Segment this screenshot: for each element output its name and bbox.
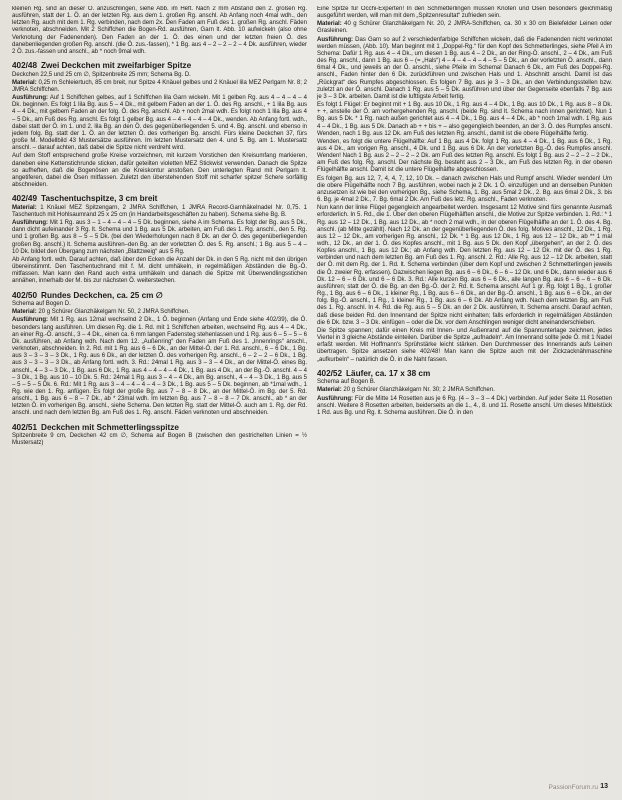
- section-title: Deckchen mit Schmetterlingsspitze: [41, 422, 179, 432]
- material-paragraph: [12, 205, 307, 219]
- section-402-49: [12, 194, 307, 285]
- material-paragraph: [317, 21, 612, 35]
- section-402-52: [317, 369, 612, 417]
- instructions-paragraph: [12, 317, 307, 417]
- instructions-label: Ausführung:: [12, 317, 49, 324]
- lower-wing-paragraph: Wenden, es folgt die untere Flügelhälfte: Auf 1 Bg. aus 4 Dk. folgt 1 Rg. aus 4 – 4 Dk., 1 Bg. aus 6 Dk., 1 Rg. aus 4 Dk., am vorigen Rg. anschl., 4 Dk. und 1 Bg. aus 6 Dk. An der vorletzten Bg.-Ö. des Rumpfes anschl. Wenden! Nach 1 Bg. aus 2 – 2 – 2 – 2 Dk. am Fuß des letzten Rg. anschl. Es folgt 1 Bg. aus 2 – 2 – 2 – 2 Dk., am Fuß des folg. Rg. anschl. Der nächste Bg. besteht aus 2 – 3 Dk., am Fuß des letzten Rg. in der oberen Flügelhälfte anschl. Damit ist die untere Flügelhälfte abgeschlossen.: [317, 138, 612, 174]
- section-number: 402/50: [12, 290, 38, 300]
- section-subtitle: Schema auf Bogen B.: [317, 379, 376, 386]
- instructions-label: Ausführung:: [317, 36, 354, 43]
- section-402-50: [12, 291, 307, 418]
- wing-paragraph: Es folgt 1 Flügel: Er beginnt mit + 1 Bg. aus 10 Dk., 1 Rg. aus 4 – 4 Dk., 1 Bg. aus 10 Dk., 1 Rg. aus 8 – 8 Dk. + +, anstelle der Ö. am vorhergehenden Rg. anschl. (beide Rg. sind lt. Schema nach innen gerichtet). Nun 1 Bg. aus 5 Dk. * 1 Rg. nach außen gerichtet aus 4 – 4 Dk., 1 Bg. aus 4 – 4 Dk., ab * noch 1mal wdh. 1 Rg. aus 4 – 4 Dk., 1 Bg. aus 5 Dk. Danach ab + + bis + – also gegengleich beenden, an der 3. Ö. des Rumpfes anschl. Wenden, nach 1 Bg. aus 12 Dk. am Fuß des letzten Rg. anschl., damit ist die obere Flügelhälfte fertig.: [317, 102, 612, 137]
- section-heading: [12, 61, 307, 71]
- section-heading: [12, 291, 307, 301]
- blocking-paragraph: Die Spitze spannen; dafür einen Kreis mit Innen- und Außenrand auf die Spannunterlage zeichnen, jedes Viertel in 3 gleiche Abstände einteilen. Darüber die Spitze „aufnadeln“. Am Innenrand sollte jede Ö. mit 1 Nadel erfaßt werden. Mit Hoffmann's Sprühstärke leicht stärken. Den Durchmesser des Innenrands aufs Leinen übertragen. Spitze ansetzen siehe 402/48! Man kann die Spitze auch mit der Zickzacknähmaschine „aufkurbeln“ – natürlich die Ö. in die Naht fassen.: [317, 327, 612, 363]
- instructions-text: Mit 1 Rg. aus 3 – 1 – 4 – 4 – 4 – 5 Dk. beginnen, siehe A im Schema. Es folgt der Bg. aus 5 Dk., dann dicht aufeinander 3 Rg. lt. Schema und 1 Bg. aus 5 Dk. arbeiten, am Fuß des 1. Rg. anschl., den 5. Rg. und 1 großen Bg. aus 8 – 5 – 5 Dk. (bei den Wiederholungen nach 8 Dk. an der Ö. des gegenüberliegenden großen Bg. anschl.) lt. Schema ausführen–den Bg. an der vorletzten Ö. des 5. Rg. anschl.; 1 Bg. aus 5 – 4 – 10 Dk. bildet den Übergang zum nächsten „Blattzweig“ aus 5 Rg.: [12, 220, 307, 255]
- instructions-paragraph: [317, 37, 612, 101]
- section-number: 402/49: [12, 194, 38, 204]
- material-text: 0,25 m Schleiertuch, 85 cm breit, nur Spitze 4 Knäuel gelbes und 2 Knäuel lila MEZ Perlgarn Nr. 8; 2 JMRA Schiffchen.: [12, 79, 307, 93]
- right-column: [317, 6, 612, 776]
- section-402-48: [12, 61, 307, 189]
- material-label: Material:: [12, 79, 37, 86]
- section-title: Läufer, ca. 17 x 38 cm: [346, 368, 431, 378]
- arches-paragraph: Es folgen Bg. aus 12, 7, 4, 4, 7, 12, 10 Dk. – danach zwischen Hals und Rumpf anschl. Wieder wenden! Um die obere Flügelhälfte noch 7 Bg. ausführen, wobei nach je 2 Dk. 1 Ö. einzufügen und an denselben Punkten anzusetzen ist wie bei den vorherigen Bg., siehe Schema, 1. Bg. aus 5mal 2 Dk., 2. Bg. aus 6mal 2 Dk., 3. bis 6. Bg. je 4mal 2 Dk., 7. Bg. 6mal 2 Dk. Am Fuß des letz. Rg. anschl., Faden verknoten.: [317, 175, 612, 204]
- section-title: Taschentuchspitze, 3 cm breit: [41, 194, 158, 204]
- instructions-label: Ausführung:: [317, 395, 354, 402]
- section-subtitle: Schema auf Bogen D.: [12, 301, 71, 308]
- instructions-paragraph: [317, 396, 612, 417]
- material-label: Material:: [12, 204, 37, 211]
- material-text: 20 g Schürer Glanzhäkelgarn Nr. 50, 2 JMRA Schiffchen.: [38, 309, 190, 316]
- page-number: 13: [600, 783, 608, 790]
- instructions-label: Ausführung:: [12, 220, 49, 227]
- section-heading: [12, 423, 307, 433]
- section-number: 402/52: [317, 368, 343, 378]
- left-column: [12, 6, 307, 776]
- instructions-label: Ausführung:: [12, 95, 49, 102]
- section-number: 402/51: [12, 422, 38, 432]
- rounds-paragraph: Nun kann der linke Flügel gegengleich angearbeitet werden. Insgesamt 12 Motive sind fürs genannte Ausmaß erforderlich. In 5. Rd., die 1. Über den oberen Flügelhälften anschl., die Motive zur Spitze verbinden. 1. Rd.: * 1 Rg. aus 12 – 12 Dk., 1 Bg. aus 12 Dk., ab * noch 2 mal wdh., in der oberen Flügelhälfte an der 1. Ö. des 4. Bg. anschl. (ab Mitte gezählt). Nach 12 Dk. an der gegenüberliegenden Ö. des folg. Motives anschl., 12 Dk., 1 Rg. aus 12 – 12 Dk., am vorherigen Rg. anschl., 12 Dk. * 1 Bg. aus 12 Dk., 1 Rg. aus 12 – 12 Dk., ab ** 1 mal wdh., 12 Dk., an der 1. Ö. des Kopfes anschl., mit 1 Bg. aus 5 Dk. den Kopf „übergehen“, an der 2. Ö. des Kopfes anschl., 1 Bg. aus 12 Dk.; ab Anfang wdh. Den letzten Rg. aus 12 – 12 Dk. mit der Ö. des 1 Rg. verbinden und nach dem letzten Bg. am Fuß des 1. Rg. anschl. 2. Rd.: Alle Rg. aus 12 – 12 Dk. arbeiten, statt der Ö. mit dem Rg. der 1. Rd. lt. Schema verbinden (über dem Kopf und zwischen 2 Schmetterlingen jeweils die Ö. zweier Rg. erfassen). Dazwischen liegen Bg. aus 6 – 6 Dk., 6 – 6 – 12 Dk. und 6 Dk., dann wieder aus 6 Dk. 12 – 6 – 6 Dk. und 6 – 6 Dk. 3. Rd.: Alle kurzen Bg. aus 6 – 6 Dk., alle langen Bg. aus 6 – 6 – 6 – 6 Dk. ausführen; statt der Ö. die Bg. an den Bg.-Ö. der 2. Rd. lt. Schema anschl. Auf 1 gr. Rg. folgt 1 Bg., 1 großer Rg., 1 Bg. aus 6 – 6 Dk., 1 kleiner Rg., 1 Bg. aus 6 – 6 Dk., an der Bg.-Ö. anschl., 1 Bg. aus 6 – 6 Dk., an der folg. Bg.-Ö. anschl., 1 Rg., 1 kleiner Rg., 1 Bg. aus 6 – 6 Dk. Ab Anfang wdh. Nach dem letzten Bg. am Fuß des 1. Rg. anschl. In 4. Rd. die Rg. aus 5 – 5 Dk. an der 2 Dk. ausführen, lt. Schema anschl. Darauf achten, daß diese beiden Rd. den Innenrand der Spitze nicht einhalten; falls erforderlich in regelmäßigen Abständen die 6 Dk. bzw. 3 – 3 Dk. einfügen – oder die Dk. vor dem Anschlingen weniger dicht aneinanderschieben.: [317, 205, 612, 326]
- section-number: 402/48: [12, 61, 38, 71]
- section-title: Zwei Deckchen mit zweifarbiger Spitze: [41, 61, 192, 71]
- columns: [12, 6, 612, 776]
- finishing-paragraph: Auf dem Stoff entsprechend große Kreise vorzeichnen, mit kurzem Vorstichen den Kreisumfang markieren, daneben eine Kettenstichrunde sticken, dafür geteilten violetten MEZ Stickwist verwenden. Danach die Spitze so aufheften, daß die Bogenösen an die Kreiskontur anstoßen. Den unterlegten Rand mit Perlgarn lt. angetiferen, dabei die Ösen mitfassen. Zuletzt den überstehenden Stoff mit scharfer spitzer Schere sorfältig abschneiden.: [12, 153, 307, 189]
- section-heading: [317, 369, 612, 379]
- material-paragraph: [12, 80, 307, 94]
- instructions-paragraph: [12, 220, 307, 256]
- material-text: 40 g Schürer Glanzhäkelgarn Nr. 20, 2 JMRA-Schiffchen, ca. 30 x 30 cm Bielefelder Leinen oder Grasleinen.: [317, 21, 612, 35]
- instructions-paragraph: [12, 95, 307, 152]
- section-subtitle: Deckchen 22,5 und 25 cm ∅, Spitzenbreite 25 mm; Schema Bg. D.: [12, 71, 191, 78]
- material-paragraph: [12, 309, 307, 316]
- section-heading: [12, 194, 307, 204]
- instructions-text: Auf 1 Schiffchen gelbes, auf 1 Schiffchen lila Garn wickeln. Mit 1 gelben Rg. aus 4 – 4 – 4 – 4 Dk. beginnen. Es folgt 1 lila Bg. aus 5 – 4 Dk., mit gelbem Faden an der 1. Ö. des Rg. anschl., + 1 lila Bg. aus 4 – 4 Dk., mit gelbem Faden an der folg. Ö. des Rg. anschl. Ab + noch 2mal wdh. Es folgt noch 1 lila Bg. aus 4 – 5 Dk., am Fuß des Rg. anschl. Es folgt 1 gelber Bg. aus 4 – 4 – 4 – 4 – 4 Dk., wenden. Ab Anfang fortl. wdh., dabei statt der Ö. im 1. und 2. lila Bg. an den Ö. des gegenüberliegenden 5. und 4. Bg. anschl. und ebenso in jedem folg. Bg. statt der 1. Ö. an der letzten Ö. des vorherigen Bg. anschl. Fürs kleine Deckchen 37, fürs große M. Modellbild 43 Mustersätze ausführen. Im letzten Mustersatz den 4. und 5. Bg. am 1. Mustersatz anschl. – darauf achten, daß dabei die Spitze nicht verdreht wird.: [12, 95, 307, 152]
- material-text: 1 Knäuel MEZ Spitzengarn, 2 JMRA Schiffchen, 1 JMRA Record-Garnhäkelnadel Nr. 0,75. 1 Taschentuch mit Hohlsaumrand 25 x 25 cm (in Handarbeitsgeschäften zu haben). Schema siehe Bg. B.: [12, 204, 307, 218]
- instructions-text: Mit 1 Rg. aus 12mal wechselnd 2 Dk., 1 Ö. beginnen (Anfang und Ende siehe 402/39), die Ö. besonders lang ausführen. Um diesen Rg. die 1. Rd. mit 1 Schiffchen arbeiten, wechselnd Rg. aus 4 – 4 Dk., an einer Rg.-Ö. anschl., 3 – 4 Dk., einen ca. 6 mm langen Fadensteg stehenlassen und 1 Rg. aus 6 – 5 – 5 – 6 Dk. ausführen, ab Anfang wdh. Nach dem 12. „Außenring“ den Faden am Fuß des 1. „Innenrings“ anschl., verknoten, abschneiden. In 2. Rd. mit 1 Rg. aus 6 – 6 Dk., an der Mittel-Ö. der 1. Rd. anschl., 6 – 6 Dk., 1 Bg. aus 3 – 3 – 3 – 3 Dk., 1 Rg. aus 6 Dk., an der letzten Ö. des vorherigen Rg. anschl., 6 – 2 – 2 – 6 Dk., 1 Bg. aus 3 – 3 – 3 – 3 Dk., ab Anfang fortl. wdh. 3. Rd.: 24mal 1 Rg. aus 3 – 3 – 4 Dk., an der Mittel-Ö. eines Bg. anschl., 4 – 3 – 3 Dk., 1 Bg. aus 6 Dk., 1 Rg. aus 4 – 4 – 4 – 4 Dk., 1 Bg. aus 4 Dk., an der Bg.-Ö. anschl. 4 – 4 – 3 Dk., 1 Bg. aus 10 – 10 Dk. 5. Rd.: 24mal 1 Rg. aus 3 – 4 – 4 Dk., am Bg. anschl., 4 – 4 – 3 Dk., 1 Bg. aus 5 – 5 – 5 – 5 Dk. 6. Rd.: Mit 1 Rg. aus 3 – 4 – 4 – 4 – 4 – 3 Dk., 1 Bg. aus 5 – 5 Dk. beginnen, ab *1mal wdh., 1 Rg. wie den 1. Rg. anfügen. Es folgt der große Bg. aus 7 – 8 – 8 Dk., an der Mittel-Ö. im Bg. der 5. Rd. anschl., 1 Bg. aus 6 – 8 – 7 Dk., ab * 23mal wdh. Im letzten Bg. aus 7 – 8 – 8 – 7 Dk. anschl., ab * an der letzten Ö. im vorherigen Bg. anschl., siehe Schema. Den letzten Rg. statt der Mittel-Ö. auch am 1. Rg. der Rd. anschl. und nach dem letzten Bg. am Fuß des 1. Rg. anschl. Fäden verknoten und abschneiden.: [12, 317, 307, 417]
- instructions-text: Das Garn so auf 2 verschiedenfarbige Schiffchen wickeln, daß die Fadenenden nicht verknotet werden müssen, (Abb. 10). Man beginnt mit 1 „Doppel-Rg.“ für den Kopf des Schmetterlinges, siehe Pfeil A im Schema: Dafür 1 Rg. aus 4 – 4 Dk., um diesen 1 Bg. aus 4 – 2 Dk., an der Ring-Ö. anschl., 2 – 4 Dk., am Fuß des Rg. anschl., dann 1 Bg. aus 6 – (= „Hals“) 4 – 4 – 4 – 4 – 4 – 5 – 5 Dk., an der vorletzten Ö. anschl., dann 6mal 4 Dk., und jeweils an der Ö. anschl., siehe Pfeile im Schema! Danach 6 Dk., am Fuß des Doppel-Rg. anschl., Faden hinter den 6 Dk. zurückführen und zwischen Hals und 1. Abschnitt anschl. Damit ist das „Rückgrat“ des Rumpfes abgeschlossen. Es folgen 7 Bg. aus je 3 – 3 Dk., an den Verbindungsstellen bzw. zuletzt an der Ö. anschl. Danach 1 Rg. aus 5 – 5 Dk. ausführen und über der Gegenseite ebenfalls 7 Bg. aus je 3 – 3 Dk. arbeiten. Damit ist die lufttigste Arbeit fertig.: [317, 36, 612, 100]
- section-subtitle: Spitzenbreite 9 cm, Deckchen 42 cm ∅, Schema auf Bogen B (zwischen den gestrichelten Linien = ½ Mustersatz): [12, 433, 307, 447]
- section-title: Rundes Deckchen, ca. 25 cm ∅: [41, 290, 163, 300]
- material-paragraph: [317, 387, 612, 394]
- material-label: Material:: [317, 387, 342, 394]
- watermark: PassionForum.ru: [548, 784, 598, 791]
- instructions-text: Für die Mitte 14 Rosetten aus je 6 Rg. (4 – 3 – 3 – 4 Dk.) verbinden. Auf jeder Seite 11 Rosetten anschl. Weitere 8 Rosetten arbeiten, beiderseits an die 1., 4., 8. und 11. Rosette anschl. Um dieses Mittelstück 1 Rd. aus Bg. und Rg. lt. Schema ausführen. Die Ö. in den: [317, 395, 612, 416]
- section-402-51: [12, 423, 307, 448]
- material-text: 20 g Schürer Glanzhäkelgarn Nr. 30; 2 JMRA Schiffchen.: [343, 387, 495, 394]
- intro-text: kleinen Rg. sind an dieser Ö. anzuschlingen, siehe Abb. im Heft. Nach 2 mm Abstand den 2. großen Rg. ausführen, statt der 1. Ö. an der letzten Rg. aus dem 1. großen Rg. anschl. Ab Anfang noch 4mal wdh., den letzten Rg. auch mit dem 1. Rg. verbinden, nach dem 2x. Den Faden am Fuß des 1. großen Rg. anschl. Fäden verknoten, abschneiden. Mit 2 Schiffchen die Bogen-Rd. ausführen, Garn lt. Abb. 10 aufwickeln (also ohne Verknotung der Fadenenden). Den Faden an der 1. Ö. des einen und der letzten freien Ö. des danebenliegenden großen Rg. anschl. (die Ö. zus.-fassen), * 1 Bg. aus 4 – 2 – 2 – 2 – 4 Dk. ausführen, wieder 2 Ö. zus.-fassen und anschl., ab * noch 9mal wdh.: [12, 6, 307, 55]
- finishing-paragraph: Ab Anfang fortl. wdh. Darauf achten, daß über den Ecken die Anzahl der Dk. in den 5 Rg. nicht mit den übrigen übereinstimmt. Den Taschentuchrand mit f. M. dicht umhäkeln, in regelmäßigen Abständen die Bg.-Ö. mitfassen. Man kann den Rand auch extra umhäkeln und danach die Spitze mit Überwendlingsstichen annähen, innerhalb der M. bis zur nächsten Ö. weiterstechen.: [12, 256, 307, 285]
- material-label: Material:: [12, 309, 37, 316]
- material-label: Material:: [317, 21, 342, 28]
- intro-text: Eine Spitze für Occhi-Experten! In den Schmetterlingen müssen Knoten und Ösen besonders gleichmäßig ausgeführt werden, will man mit dem „Spitzenresultat“ zufrieden sein.: [317, 6, 612, 20]
